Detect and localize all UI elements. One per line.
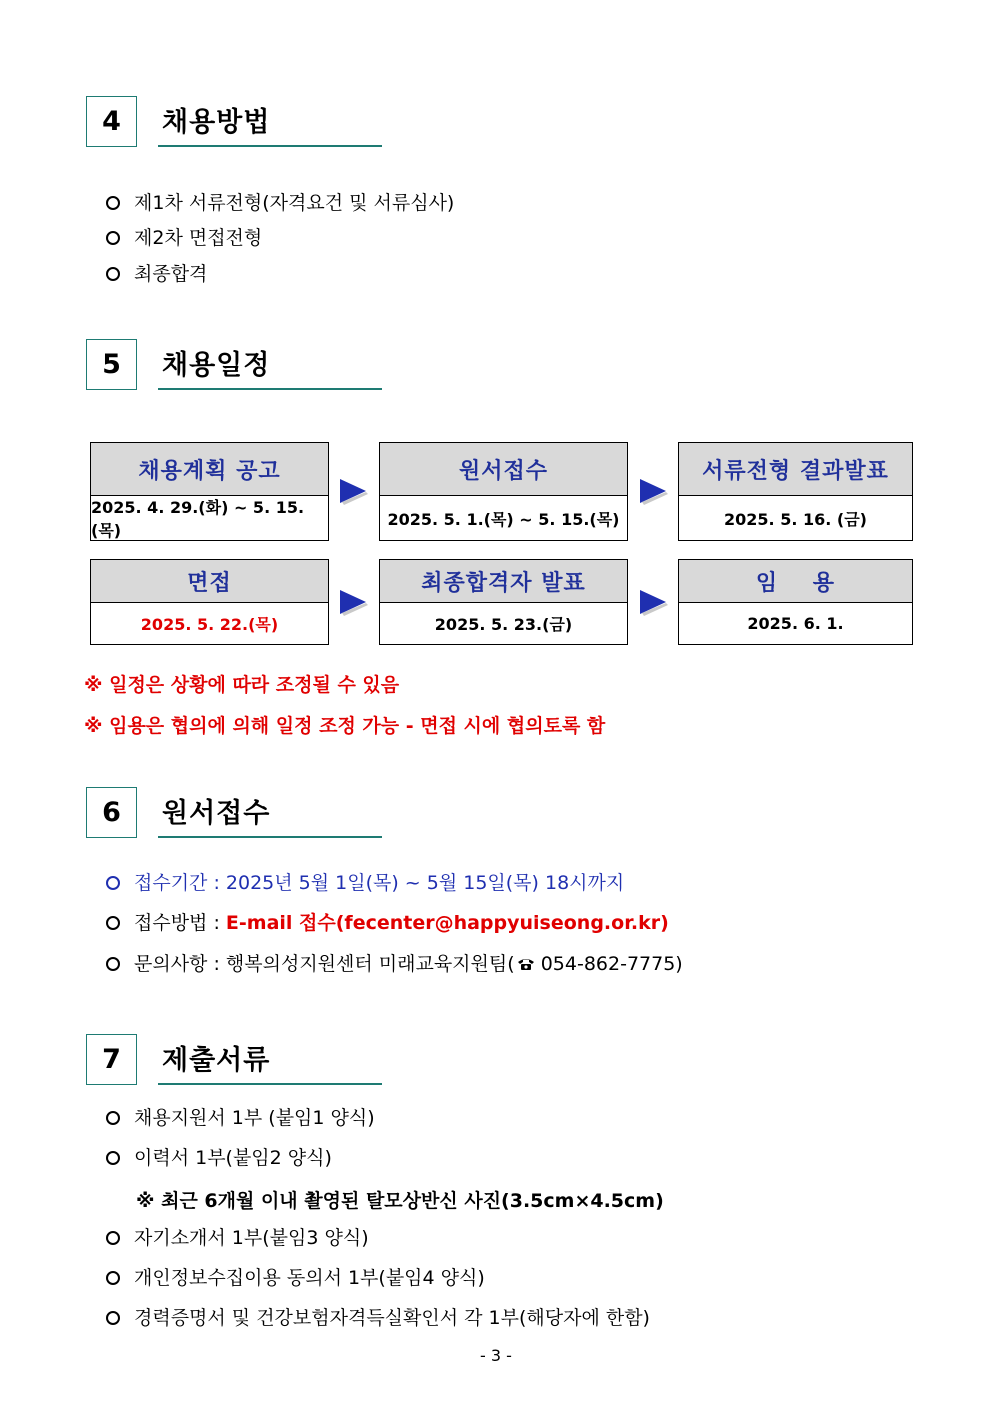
circle-bullet-icon [106, 267, 120, 281]
circle-bullet-icon [106, 876, 120, 890]
section-underline [158, 836, 382, 838]
section-title: 채용방법 [162, 107, 271, 138]
section-number: 6 [86, 787, 137, 838]
application-period: 접수기간 : 2025년 5월 1일(목) ~ 5월 15일(목) 18시까지 [134, 872, 625, 894]
section-7-header [86, 1034, 386, 1088]
section-4-header [86, 96, 386, 150]
step-date: 2025. 5. 16. (금) [724, 509, 867, 529]
section-6-header [86, 787, 386, 841]
arrow-right-icon [638, 476, 668, 506]
circle-bullet-icon [106, 231, 120, 245]
arrow-right-icon [638, 587, 668, 617]
page-number: - 3 - [480, 1346, 512, 1365]
schedule-step-box [379, 559, 628, 645]
circle-bullet-icon [106, 1311, 120, 1325]
list-item: 이력서 1부(붙임2 양식) [106, 1145, 332, 1171]
schedule-step-box [90, 559, 329, 645]
application-method: E-mail 접수(fecenter@happyuiseong.or.kr) [225, 912, 669, 934]
list-item [106, 870, 624, 896]
arrow-right-icon [338, 587, 368, 617]
step-date: 2025. 4. 29.(화) ~ 5. 15.(목) [91, 498, 305, 540]
list-item: 자기소개서 1부(붙임3 양식) [106, 1225, 369, 1251]
schedule-note: ※ 임용은 협의에 의해 일정 조정 가능 - 면접 시에 협의토록 함 [84, 715, 606, 737]
section-title: 원서접수 [162, 798, 271, 829]
schedule-step-box [379, 442, 628, 541]
circle-bullet-icon [106, 1111, 120, 1125]
list-item: 제1차 서류전형(자격요건 및 서류심사) [106, 190, 454, 216]
section-5-header [86, 339, 386, 393]
telephone-icon [517, 957, 535, 971]
section-number: 4 [86, 96, 137, 147]
circle-bullet-icon [106, 916, 120, 930]
step-title: 임 용 [679, 560, 912, 603]
section-title: 제출서류 [162, 1045, 271, 1076]
list-item: 경력증명서 및 건강보험자격득실확인서 각 1부(해당자에 한함) [106, 1305, 650, 1331]
arrow-right-icon [338, 476, 368, 506]
step-title: 원서접수 [380, 443, 627, 496]
section-number: 7 [86, 1034, 137, 1085]
circle-bullet-icon [106, 1271, 120, 1285]
list-item: 채용지원서 1부 (붙임1 양식) [106, 1105, 375, 1131]
schedule-step-box [90, 442, 329, 541]
step-date: 2025. 6. 1. [747, 614, 844, 633]
list-item: 최종합격 [106, 261, 207, 287]
step-title: 채용계획 공고 [91, 443, 328, 496]
section-underline [158, 388, 382, 390]
step-title: 서류전형 결과발표 [679, 443, 912, 496]
step-date: 2025. 5. 23.(금) [434, 615, 573, 634]
section-underline [158, 1083, 382, 1085]
circle-bullet-icon [106, 957, 120, 971]
photo-note: ※ 최근 6개월 이내 촬영된 탈모상반신 사진(3.5cm×4.5cm) [136, 1190, 664, 1212]
list-item: 접수방법 : E-mail 접수(fecenter@happyuiseong.or.kr) [106, 910, 669, 936]
list-item: 개인정보수집이용 동의서 1부(붙임4 양식) [106, 1265, 485, 1291]
section-title: 채용일정 [162, 350, 271, 381]
schedule-note: ※ 일정은 상황에 따라 조정될 수 있음 [84, 674, 400, 696]
circle-bullet-icon [106, 1231, 120, 1245]
step-title: 최종합격자 발표 [380, 560, 627, 603]
step-date: 2025. 5. 1.(목) ~ 5. 15.(목) [387, 509, 620, 529]
circle-bullet-icon [106, 196, 120, 210]
section-underline [158, 145, 382, 147]
step-title: 면접 [91, 560, 328, 603]
section-number: 5 [86, 339, 137, 390]
circle-bullet-icon [106, 1151, 120, 1165]
list-item: 제2차 면접전형 [106, 225, 262, 251]
schedule-step-box [678, 442, 913, 541]
schedule-step-box [678, 559, 913, 645]
list-item: 문의사항 : 행복의성지원센터 미래교육지원팀( 054-862-7775) [106, 951, 683, 977]
step-date: 2025. 5. 22.(목) [140, 615, 279, 634]
